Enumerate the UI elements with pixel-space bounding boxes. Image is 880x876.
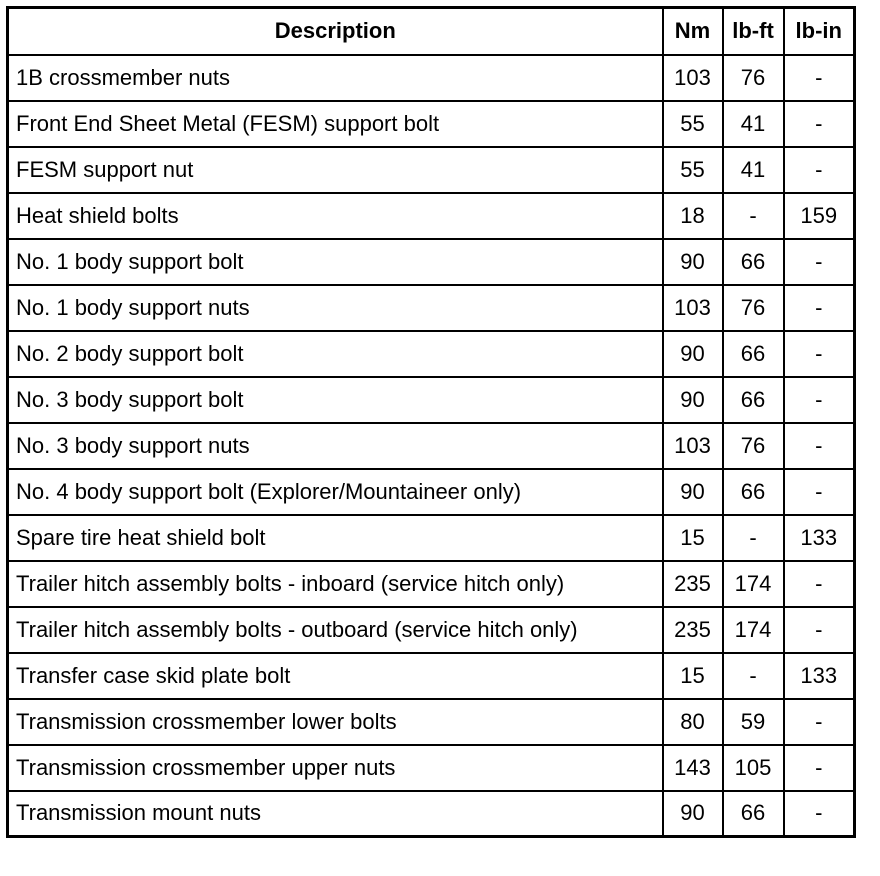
- cell-nm: 90: [663, 791, 723, 837]
- cell-description: Transfer case skid plate bolt: [8, 653, 663, 699]
- cell-nm: 90: [663, 331, 723, 377]
- cell-lbft: 41: [723, 101, 784, 147]
- cell-nm: 80: [663, 699, 723, 745]
- cell-description: 1B crossmember nuts: [8, 55, 663, 101]
- cell-lbin: -: [784, 423, 855, 469]
- cell-description: No. 1 body support bolt: [8, 239, 663, 285]
- cell-lbin: -: [784, 607, 855, 653]
- cell-lbft: 174: [723, 607, 784, 653]
- cell-nm: 55: [663, 147, 723, 193]
- cell-description: No. 2 body support bolt: [8, 331, 663, 377]
- header-nm: Nm: [663, 8, 723, 55]
- table-row: [8, 331, 855, 377]
- cell-nm: 15: [663, 515, 723, 561]
- cell-lbin: -: [784, 285, 855, 331]
- cell-nm: 103: [663, 285, 723, 331]
- header-lbft: lb-ft: [723, 8, 784, 55]
- header-lbin: lb-in: [784, 8, 855, 55]
- cell-lbin: -: [784, 377, 855, 423]
- torque-spec-table: [6, 6, 856, 838]
- table-row: [8, 239, 855, 285]
- cell-lbft: -: [723, 193, 784, 239]
- cell-description: Transmission crossmember upper nuts: [8, 745, 663, 791]
- cell-nm: 90: [663, 377, 723, 423]
- cell-description: No. 4 body support bolt (Explorer/Mountaineer only): [8, 469, 663, 515]
- cell-lbin: 133: [784, 515, 855, 561]
- cell-lbin: -: [784, 147, 855, 193]
- table-row: [8, 285, 855, 331]
- cell-lbft: 66: [723, 469, 784, 515]
- cell-lbft: 41: [723, 147, 784, 193]
- header-description: Description: [8, 8, 663, 55]
- cell-lbft: 105: [723, 745, 784, 791]
- cell-description: Spare tire heat shield bolt: [8, 515, 663, 561]
- cell-nm: 235: [663, 607, 723, 653]
- table-row: [8, 469, 855, 515]
- cell-lbft: -: [723, 653, 784, 699]
- cell-nm: 18: [663, 193, 723, 239]
- cell-lbin: -: [784, 101, 855, 147]
- table-row: [8, 423, 855, 469]
- table-body: [8, 55, 855, 837]
- cell-lbin: -: [784, 331, 855, 377]
- cell-nm: 103: [663, 55, 723, 101]
- table-row: [8, 515, 855, 561]
- cell-lbft: 66: [723, 331, 784, 377]
- cell-nm: 90: [663, 469, 723, 515]
- cell-lbft: 76: [723, 55, 784, 101]
- table-row: [8, 745, 855, 791]
- table-row: [8, 193, 855, 239]
- table-header: [8, 8, 855, 55]
- cell-lbft: 59: [723, 699, 784, 745]
- cell-nm: 235: [663, 561, 723, 607]
- cell-description: Trailer hitch assembly bolts - inboard (service hitch only): [8, 561, 663, 607]
- table-row: [8, 791, 855, 837]
- cell-lbin: -: [784, 239, 855, 285]
- cell-description: Front End Sheet Metal (FESM) support bolt: [8, 101, 663, 147]
- cell-description: Heat shield bolts: [8, 193, 663, 239]
- cell-description: No. 3 body support nuts: [8, 423, 663, 469]
- header-row: [8, 8, 855, 55]
- cell-lbin: -: [784, 55, 855, 101]
- cell-description: Transmission crossmember lower bolts: [8, 699, 663, 745]
- cell-description: Transmission mount nuts: [8, 791, 663, 837]
- cell-lbft: 76: [723, 423, 784, 469]
- cell-lbin: -: [784, 469, 855, 515]
- cell-description: No. 3 body support bolt: [8, 377, 663, 423]
- cell-nm: 103: [663, 423, 723, 469]
- table-row: [8, 607, 855, 653]
- cell-lbin: -: [784, 791, 855, 837]
- table-row: [8, 377, 855, 423]
- cell-lbft: 66: [723, 377, 784, 423]
- cell-description: Trailer hitch assembly bolts - outboard (service hitch only): [8, 607, 663, 653]
- cell-lbin: -: [784, 699, 855, 745]
- cell-lbft: -: [723, 515, 784, 561]
- cell-nm: 55: [663, 101, 723, 147]
- table-row: [8, 653, 855, 699]
- cell-lbft: 174: [723, 561, 784, 607]
- cell-lbin: 159: [784, 193, 855, 239]
- table-row: [8, 699, 855, 745]
- table-row: [8, 561, 855, 607]
- table-row: [8, 55, 855, 101]
- cell-nm: 90: [663, 239, 723, 285]
- cell-lbin: -: [784, 561, 855, 607]
- cell-lbin: -: [784, 745, 855, 791]
- table-row: [8, 101, 855, 147]
- cell-nm: 15: [663, 653, 723, 699]
- cell-lbin: 133: [784, 653, 855, 699]
- cell-lbft: 66: [723, 239, 784, 285]
- cell-description: FESM support nut: [8, 147, 663, 193]
- table-row: [8, 147, 855, 193]
- cell-description: No. 1 body support nuts: [8, 285, 663, 331]
- cell-lbft: 76: [723, 285, 784, 331]
- cell-lbft: 66: [723, 791, 784, 837]
- cell-nm: 143: [663, 745, 723, 791]
